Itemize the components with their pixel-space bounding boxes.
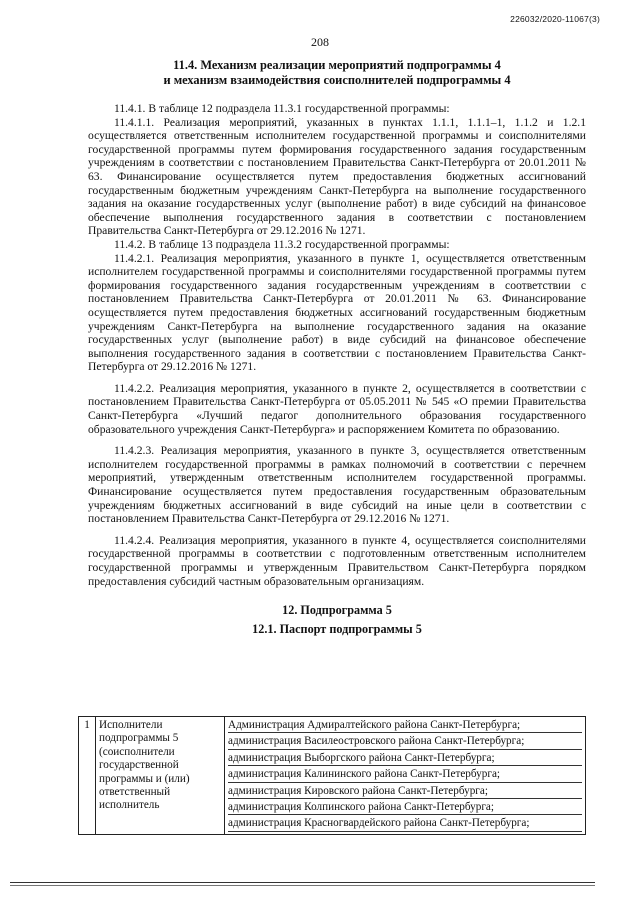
section-title-line-1: 11.4. Механизм реализации мероприятий подпрограммы 4 (173, 58, 501, 72)
paragraph-11-4-2-2: 11.4.2.2. Реализация мероприятия, указанного в пункте 2, осуществляется в соответствии с постановлением Правительства Санкт-Петербурга от 05.05.2011 № 545 «О премии Правительства Санкт-Петербурга «Лучший педагог дополнительного образования государственного образовательного учреждения Санкт-Петербурга» и распоряжением Комитета по образованию. (88, 381, 586, 436)
list-item: администрация Выборгского района Санкт-Петербурга; (228, 752, 582, 766)
section-title-line-2: и механизм взаимодействия соисполнителей подпрограммы 4 (163, 73, 511, 87)
row-label-cell: Исполнители подпрограммы 5 (соисполнители государственной программы и (или) ответственный исполнитель (96, 717, 225, 835)
paragraph-11-4-1-1: 11.4.1.1. Реализация мероприятий, указанных в пунктах 1.1.1, 1.1.1–1, 1.1.2 и 1.2.1 осуществляется ответственным исполнителем государственной программы и соисполнителями государственной программы путем формирования государственного задания государственным учреждениям в соответствии с постановлением Правительства Санкт-Петербурга от 20.01.2011 № 63. Финансирование осуществляется путем предоставления бюджетных ассигнований государственным бюджетным учреждениям Санкт-Петербурга на выполнение государственного задания на оказание государственных услуг (выполнение работ) в виде субсидий на финансовое обеспечение выполнения государственного задания в соответствии с постановлением Правительства Санкт-Петербурга от 29.12.2016 № 1271. (88, 115, 586, 238)
passport-title: 12.1. Паспорт подпрограммы 5 (252, 622, 422, 637)
list-item: администрация Калининского района Санкт-Петербурга; (228, 768, 582, 782)
list-item: администрация Красногвардейского района Санкт-Петербурга; (228, 817, 582, 831)
list-item: администрация Василеостровского района Санкт-Петербурга; (228, 735, 582, 749)
paragraph-11-4-1: 11.4.1. В таблице 12 подраздела 11.3.1 государственной программы: (114, 102, 450, 115)
list-item: администрация Кировского района Санкт-Петербурга; (228, 785, 582, 799)
footer-divider (10, 882, 595, 883)
paragraph-11-4-2: 11.4.2. В таблице 13 подраздела 11.3.2 государственной программы: (114, 237, 450, 251)
subprogram-title: 12. Подпрограмма 5 (282, 603, 392, 618)
list-item: администрация Колпинского района Санкт-Петербурга; (228, 801, 582, 815)
table-row (79, 717, 586, 835)
paragraph-11-4-2-4: 11.4.2.4. Реализация мероприятия, указанного в пункте 4, осуществляется соисполнителями государственной программы в соответствии с подготовленным ответственным исполнителем государственной программы и утвержденным Правительством Санкт-Петербурга порядком предоставления субсидий частным образовательным организациям. (88, 533, 586, 588)
passport-table (78, 716, 586, 835)
row-number-cell: 1 (79, 717, 96, 835)
page-number: 208 (311, 35, 329, 49)
section-title (88, 58, 586, 88)
page-body (88, 58, 586, 637)
footer-divider-secondary (10, 885, 595, 886)
list-item: Администрация Адмиралтейского района Санкт-Петербурга; (228, 719, 582, 733)
document-id: 226032/2020-11067(3) (510, 14, 600, 24)
row-values-cell (225, 717, 586, 835)
paragraph-11-4-2-1: 11.4.2.1. Реализация мероприятия, указанного в пункте 1, осуществляется ответственным исполнителем государственной программы и соисполнителями государственной программы путем формирования государственного задания государственным учреждениям в соответствии с постановлением Правительства Санкт-Петербурга от 20.01.2011 № 63. Финансирование осуществляется путем предоставления бюджетных ассигнований государственным бюджетным учреждениям Санкт-Петербурга на выполнение государственного задания на оказание государственных услуг (выполнение работ) в виде субсидий на финансовое обеспечение выполнения государственного задания в соответствии с постановлением Правительства Санкт-Петербурга от 29.12.2016 № 1271. (88, 251, 586, 374)
paragraph-11-4-2-3: 11.4.2.3. Реализация мероприятия, указанного в пункте 3, осуществляется ответственным исполнителем государственной программы в рамках полномочий в соответствии с перечнем мероприятий, утвержденным ответственным исполнителем государственной программы. Финансирование осуществляется путем предоставления государственным образовательным учреждениям бюджетных ассигнований в виде субсидий на иные цели в соответствии с постановлением Правительства Санкт-Петербурга от 29.12.2016 № 1271. (88, 444, 586, 526)
